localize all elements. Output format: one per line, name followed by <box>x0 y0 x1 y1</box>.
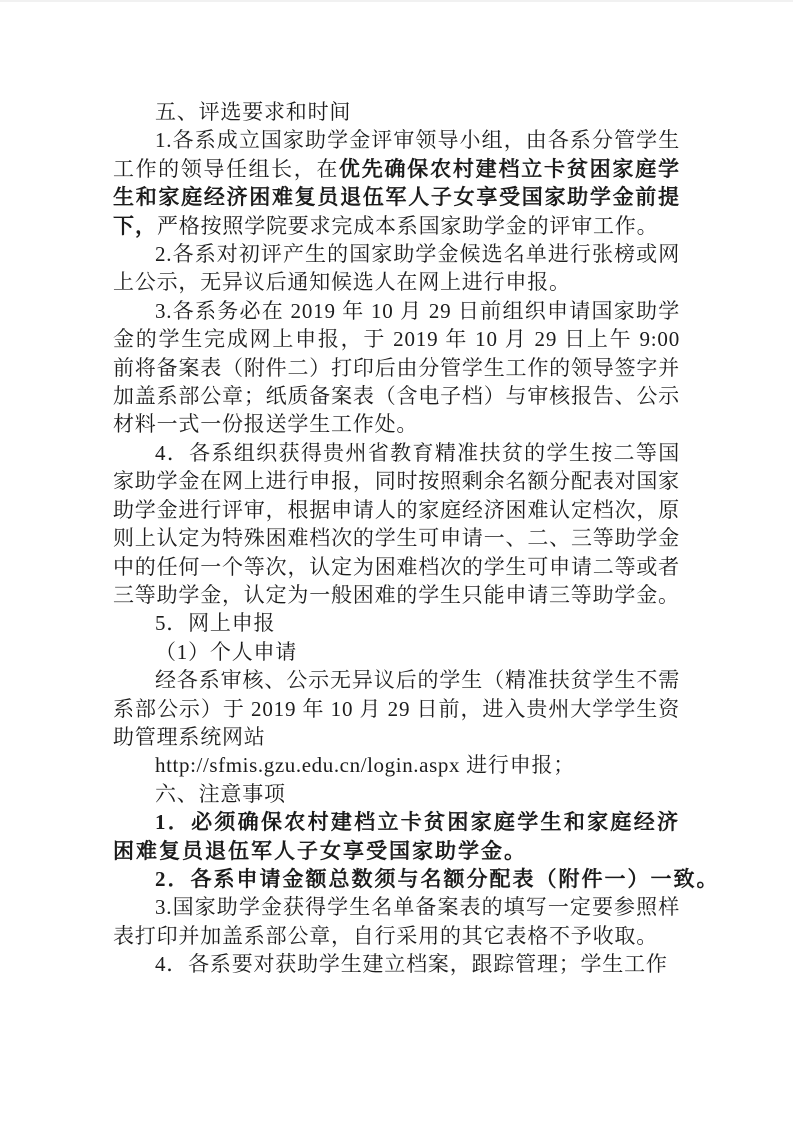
note-3-text: 3.国家助学金获得学生名单备案表的填写一定要参照样表打印并加盖系部公章，自行采用的其它表格不予收取。 <box>113 895 680 948</box>
text-block <box>113 98 720 979</box>
application-url-suffix: 进行申报； <box>460 753 576 778</box>
note-4-text: 4．各系要对获助学生建立档案，跟踪管理；学生工作 <box>155 952 668 977</box>
section-5-item-5-body <box>113 666 680 751</box>
section-6-note-3 <box>113 893 680 950</box>
section-6-heading <box>113 780 680 808</box>
section-6-note-4 <box>113 950 680 978</box>
section-6-note-2 <box>113 865 720 893</box>
item-4-text: 4．各系组织获得贵州省教育精准扶贫的学生按二等国家助学金在网上进行申报，同时按照剩余名额分配表对国家助学金进行评审，根据申请人的家庭经济困难认定档次，原则上认定为特殊困难档次的学生可申请一、二、三等助学金中的任何一个等次，认定为困难档次的学生可申请二等或者三等助学金，认定为一般困难的学生只能申请三等助学金。 <box>113 440 680 607</box>
section-5-heading <box>113 98 680 126</box>
section-6-heading-text: 六、注意事项 <box>155 781 286 806</box>
item-1-text-start: 1.各系成立国家助学金评审领导小组，由各系分管学生工作的领导任组长，在 <box>113 128 680 181</box>
section-5-item-1 <box>113 126 680 240</box>
section-5-item-2 <box>113 240 680 297</box>
item-5-body-text: 经各系审核、公示无异议后的学生（精准扶贫学生不需系部公示）于 2019 年 10 月 29 日前，进入贵州大学学生资助管理系统网站 <box>113 668 680 749</box>
application-url-line <box>113 751 680 779</box>
note-2-text: 2．各系申请金额总数须与名额分配表（附件一）一致。 <box>155 866 720 891</box>
section-5-item-3 <box>113 297 680 439</box>
section-5-item-4 <box>113 439 680 609</box>
item-5-heading-text: 5．网上申报 <box>155 611 276 636</box>
item-3-text: 3.各系务必在 2019 年 10 月 29 日前组织申请国家助学金的学生完成网上申报，于 2019 年 10 月 29 日上午 9:00 前将备案表（附件二）打印后由分管学生工作的领导签字并加盖系部公章；纸质备案表（含电子档）与审核报告、公示材料一式一份报送学生工作处。 <box>113 298 680 437</box>
section-5-item-5-heading <box>113 609 680 637</box>
section-6-note-1 <box>113 808 680 865</box>
section-5-item-5-subheading <box>113 638 680 666</box>
item-2-text: 2.各系对初评产生的国家助学金候选名单进行张榜或网上公示，无异议后通知候选人在网上进行申报。 <box>113 242 680 295</box>
section-5-heading-text: 五、评选要求和时间 <box>155 100 352 124</box>
item-1-text-end: 严格按照学院要求完成本系国家助学金的评审工作。 <box>157 213 659 238</box>
application-url-text: http://sfmis.gzu.edu.cn/login.aspx <box>155 753 461 778</box>
item-5-subheading-text: （1）个人申请 <box>155 639 298 664</box>
note-1-text: 1．必须确保农村建档立卡贫困家庭学生和家庭经济困难复员退伍军人子女享受国家助学金。 <box>113 810 680 863</box>
item-1-bold-emphasis: 优先确保农村建档立卡贫困家庭学生和家庭经济困难复员退伍军人子女享受国家助学金前提下， <box>113 156 681 238</box>
